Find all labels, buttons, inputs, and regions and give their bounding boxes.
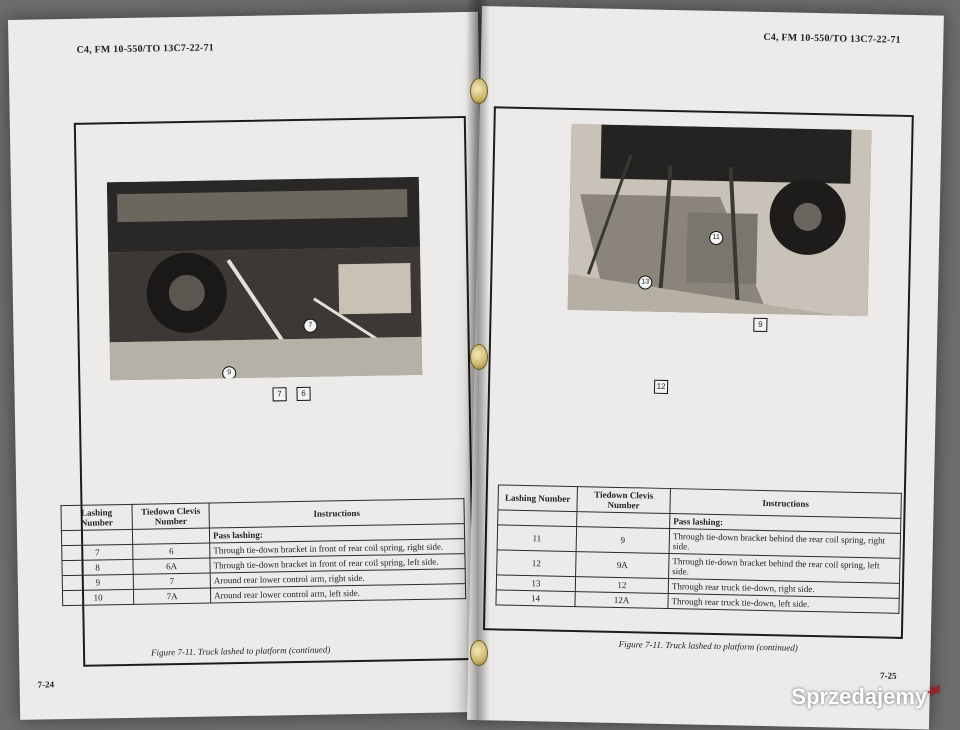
col-header-clevis: Tiedown Clevis Number xyxy=(132,503,209,529)
right-lashing-table xyxy=(495,484,901,613)
col-header-instructions: Instructions xyxy=(670,489,901,519)
instruction-cell: Through tie-down bracket behind the rear coil spring, left side. xyxy=(669,554,900,584)
binding-ring xyxy=(470,640,488,666)
lashing-cell: 9 xyxy=(62,574,133,590)
clevis-cell: 7 xyxy=(133,573,210,589)
left-truck-photo xyxy=(107,177,422,380)
binding-ring xyxy=(470,344,488,370)
left-page xyxy=(8,12,490,720)
clevis-cell: 12 xyxy=(575,577,668,594)
section-label: Pass lashing: xyxy=(670,514,901,534)
left-page-header: C4, FM 10-550/TO 13C7-22-71 xyxy=(76,42,215,56)
right-page-number: 7-25 xyxy=(879,670,897,681)
lashing-cell: 8 xyxy=(62,559,133,575)
photo-marker: 13 xyxy=(638,275,652,289)
clevis-cell: 9A xyxy=(576,552,670,579)
section-label: Pass lashing: xyxy=(209,524,464,543)
watermark-logo xyxy=(791,684,940,710)
left-photo-illustration xyxy=(107,177,422,380)
watermark-text: Sprzedajemy xyxy=(791,684,928,709)
clevis-cell: 7A xyxy=(133,588,210,604)
col-header-clevis: Tiedown Clevis Number xyxy=(577,487,671,514)
left-figure-caption: Figure 7-11. Truck lashed to platform (continued) xyxy=(150,644,331,658)
callout-box: 12 xyxy=(654,380,668,394)
lashing-cell: 10 xyxy=(62,589,133,605)
left-page-number: 7-24 xyxy=(37,679,55,690)
instruction-cell: Around rear lower control arm, left side. xyxy=(210,584,465,603)
col-header-lashing: Lashing Number xyxy=(61,504,132,530)
binding-ring xyxy=(470,78,488,104)
photo-marker: 11 xyxy=(709,231,723,245)
lashing-cell: 13 xyxy=(496,575,575,592)
right-page xyxy=(467,6,944,730)
lashing-cell: 11 xyxy=(497,525,577,552)
callout-box: 9 xyxy=(753,318,767,332)
clevis-cell: 12A xyxy=(575,592,668,609)
right-page-header: C4, FM 10-550/TO 13C7-22-71 xyxy=(763,31,901,46)
instruction-cell: Through tie-down bracket in front of rear coil spring, right side. xyxy=(210,539,465,558)
lashing-cell: 7 xyxy=(62,544,133,560)
instruction-cell: Through rear truck tie-down, left side. xyxy=(668,594,899,614)
clevis-cell: 9 xyxy=(576,527,670,554)
col-header-lashing: Lashing Number xyxy=(498,485,578,512)
callout-box: 6 xyxy=(296,387,310,401)
right-photo-illustration xyxy=(568,124,872,316)
left-lashing-table xyxy=(60,498,466,606)
photo-marker: 7 xyxy=(303,319,317,333)
right-figure-caption: Figure 7-11. Truck lashed to platform (continued) xyxy=(618,639,798,653)
instruction-cell: Through rear truck tie-down, right side. xyxy=(668,579,899,599)
instruction-cell: Through tie-down bracket behind the rear coil spring, right side. xyxy=(669,529,900,559)
col-header-instructions: Instructions xyxy=(209,499,464,528)
clevis-cell: 6A xyxy=(133,558,210,574)
photo-marker: 9 xyxy=(222,366,236,380)
watermark-suffix: .pl xyxy=(927,684,940,696)
lashing-cell: 14 xyxy=(496,590,575,607)
instruction-cell: Through tie-down bracket in front of rear coil spring, left side. xyxy=(210,554,465,573)
callout-box: 7 xyxy=(272,387,286,401)
instruction-cell: Around rear lower control arm, right side. xyxy=(210,569,465,588)
right-truck-photo xyxy=(568,124,872,316)
lashing-cell: 12 xyxy=(497,550,577,577)
clevis-cell: 6 xyxy=(133,543,210,559)
